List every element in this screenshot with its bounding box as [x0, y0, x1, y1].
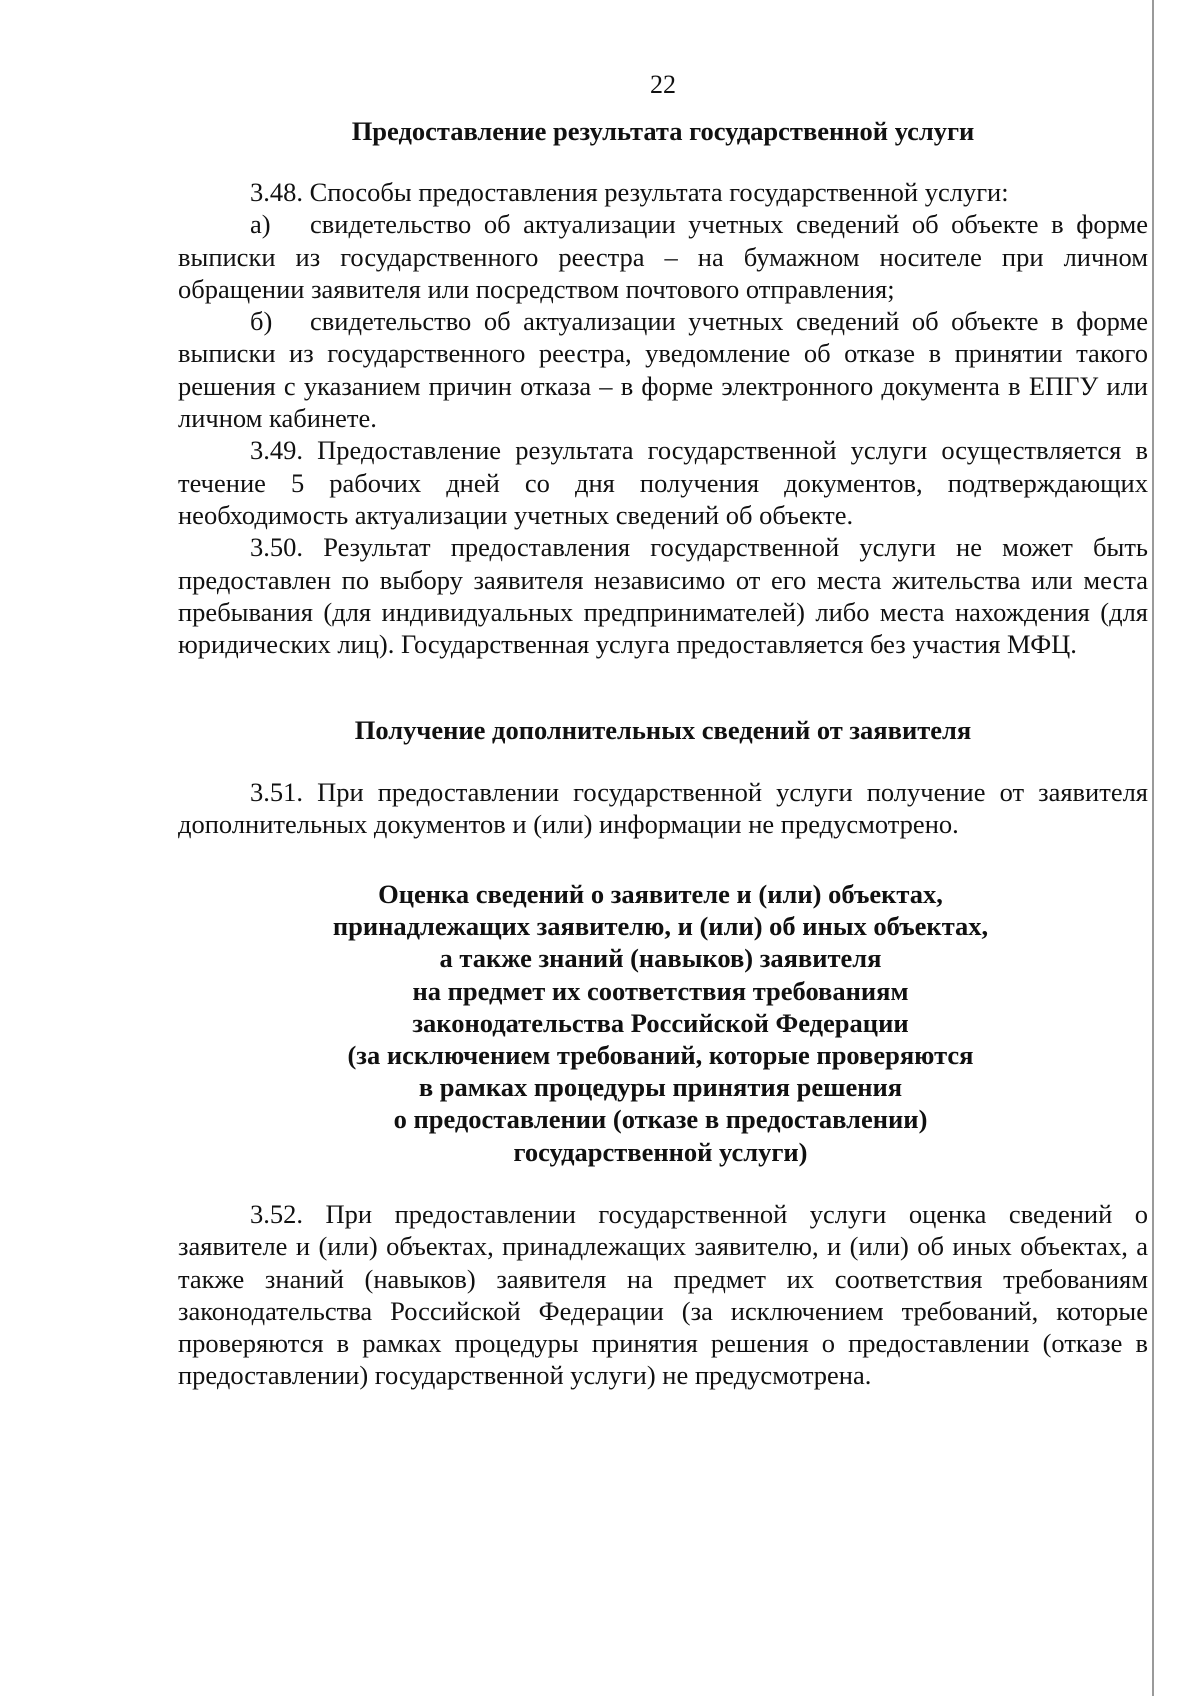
- paragraph-3-52: [178, 1198, 1148, 1392]
- heading-line: в рамках процедуры принятия решения: [418, 1072, 903, 1103]
- heading-line: а также знаний (навыков) заявителя: [439, 943, 882, 974]
- page-edge-rule: [1152, 0, 1154, 1696]
- section-heading-result: Предоставление результата государственной услуги: [351, 116, 975, 146]
- heading-line: принадлежащих заявителю, и (или) об иных объектах,: [332, 911, 989, 942]
- list-item-b: [178, 305, 1148, 434]
- paragraph-3-52-text: 3.52. При предоставлении государственной услуги оценка сведений о заявителе и (или) объектах, принадлежащих заявителю, и (или) об иных объектах, а также знаний (навыков) заявителя на предмет их соответствия требованиям законодательства Российской Федерации (за исключением требований, которые проверяются в рамках процедуры принятия решения о предоставлении (отказе в предоставлении) государственной услуги) не предусмотрена.: [178, 1199, 1148, 1391]
- paragraph-3-51: [178, 776, 1148, 841]
- list-item-a: [178, 208, 1148, 305]
- section-heading-assessment: [284, 878, 1037, 1168]
- paragraph-3-50: 3.50. Результат предоставления государственной услуги не может быть предоставлен по выбору заявителя независимо от его места жительства или места пребывания (для индивидуальных предпринимателей) либо места нахождения (для юридических лиц). Государственная услуга предоставляется без участия МФЦ.: [178, 532, 1148, 660]
- paragraph-3-48: [178, 176, 1148, 660]
- list-label-a: а): [250, 209, 271, 240]
- paragraph-3-49: 3.49. Предоставление результата государственной услуги осуществляется в течение 5 рабочих дней со дня получения документов, подтверждающих необходимость актуализации учетных сведений об объекте.: [178, 435, 1148, 530]
- heading-line: Оценка сведений о заявителе и (или) объектах,: [378, 879, 943, 909]
- heading-line: законодательства Российской Федерации: [412, 1007, 909, 1038]
- list-label-b: б): [250, 306, 273, 337]
- heading-line: (за исключением требований, которые проверяются: [347, 1040, 974, 1071]
- page-number: 22: [650, 70, 676, 99]
- list-text-b: свидетельство об актуализации учетных сведений об объекте в форме выписки из государственного реестра, уведомление об отказе в принятии такого решения с указанием причин отказа – в форме электронного документа в ЕПГУ или личном кабинете.: [178, 306, 1148, 434]
- heading-line: государственной услуги): [513, 1136, 808, 1167]
- list-text-a: свидетельство об актуализации учетных сведений об объекте в форме выписки из государственного реестра – на бумажном носителе при личном обращении заявителя или посредством почтового отправления;: [178, 209, 1148, 304]
- heading-line: на предмет их соответствия требованиям: [412, 975, 909, 1006]
- paragraph-3-48-intro: 3.48. Способы предоставления результата государственной услуги:: [250, 177, 1009, 207]
- section-heading-additional-info: Получение дополнительных сведений от заявителя: [354, 715, 972, 745]
- paragraph-3-51-text: 3.51. При предоставлении государственной услуги получение от заявителя дополнительных документов и (или) информации не предусмотрено.: [178, 777, 1148, 840]
- heading-line: о предоставлении (отказе в предоставлении): [393, 1104, 928, 1135]
